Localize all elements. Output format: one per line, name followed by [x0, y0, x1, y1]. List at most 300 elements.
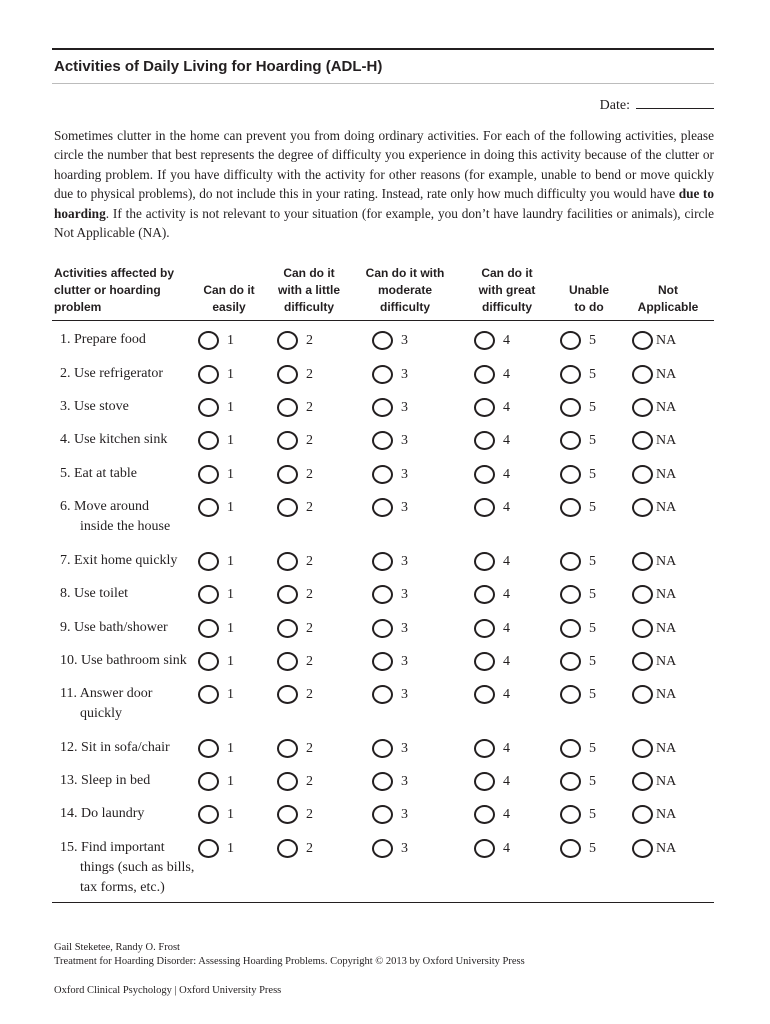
circle-icon[interactable]	[277, 585, 298, 604]
circle-icon[interactable]	[198, 398, 219, 417]
rating-option[interactable]	[632, 365, 676, 384]
rating-option[interactable]	[372, 498, 408, 517]
rating-value: 4	[503, 399, 510, 415]
circle-icon[interactable]	[474, 431, 495, 450]
rating-value: NA	[656, 840, 677, 856]
header-line: difficulty	[284, 300, 334, 314]
rating-option[interactable]	[560, 365, 596, 384]
header-activity-line: clutter or hoarding	[54, 283, 161, 297]
activity-number: 3.	[60, 399, 71, 414]
activity-number: 12.	[60, 740, 78, 755]
circle-icon[interactable]	[198, 805, 219, 824]
circle-icon[interactable]	[632, 772, 653, 791]
activity-text: Use refrigerator	[74, 366, 164, 381]
rating-option[interactable]	[198, 619, 234, 638]
rating-option[interactable]	[560, 772, 596, 791]
rating-option[interactable]	[198, 652, 234, 671]
top-rule	[52, 48, 714, 50]
rating-value: NA	[656, 332, 677, 348]
circle-icon[interactable]	[632, 739, 653, 758]
rating-option[interactable]	[277, 552, 313, 571]
rating-value: 3	[401, 806, 408, 822]
circle-icon[interactable]	[277, 465, 298, 484]
rating-option[interactable]	[474, 552, 510, 571]
activity-number: 1.	[60, 332, 71, 347]
header-rule	[52, 320, 714, 321]
rating-option[interactable]	[198, 465, 234, 484]
rating-option[interactable]	[372, 365, 408, 384]
rating-option[interactable]	[560, 398, 596, 417]
circle-icon[interactable]	[372, 331, 393, 350]
rating-value: 4	[503, 586, 510, 602]
header-line: difficulty	[482, 300, 532, 314]
circle-icon[interactable]	[277, 805, 298, 824]
rating-value: 1	[227, 432, 234, 448]
circle-icon[interactable]	[560, 772, 581, 791]
rating-option[interactable]	[632, 552, 676, 571]
rating-option[interactable]	[632, 652, 676, 671]
rating-option[interactable]	[474, 585, 510, 604]
rating-option[interactable]	[560, 431, 596, 450]
rating-value: 2	[306, 399, 313, 415]
rating-value: 3	[401, 466, 408, 482]
activity-label	[60, 771, 150, 791]
header-line: Applicable	[637, 300, 699, 314]
rating-option[interactable]	[632, 619, 676, 638]
rating-option[interactable]	[632, 431, 676, 450]
rating-value: 1	[227, 499, 234, 515]
circle-icon[interactable]	[560, 839, 581, 858]
instructions-part1: Sometimes clutter in the home can prevent you from doing ordinary activities. For each of the following activities, please circle the number that best represents the degree of difficulty you experience in doing this activity because of the clutter or hoarding problem. If you have difficulty with the activity for other reasons (for example, unable to bend or move quickly due to physical problems), do not include this in your rating. Instead, rate only how much difficulty you would have	[54, 128, 714, 202]
rating-option[interactable]	[560, 685, 596, 704]
rating-value: 4	[503, 840, 510, 856]
activity-label	[60, 804, 144, 824]
rating-option[interactable]	[198, 331, 234, 350]
rating-option[interactable]	[198, 805, 234, 824]
circle-icon[interactable]	[474, 739, 495, 758]
circle-icon[interactable]	[372, 685, 393, 704]
rating-value: 5	[589, 466, 596, 482]
circle-icon[interactable]	[560, 739, 581, 758]
circle-icon[interactable]	[198, 619, 219, 638]
circle-icon[interactable]	[277, 772, 298, 791]
circle-icon[interactable]	[632, 585, 653, 604]
rating-option[interactable]	[277, 652, 313, 671]
circle-icon[interactable]	[277, 498, 298, 517]
circle-icon[interactable]	[560, 652, 581, 671]
activity-label	[60, 364, 163, 384]
circle-icon[interactable]	[560, 685, 581, 704]
rating-value: 2	[306, 366, 313, 382]
rating-value: 2	[306, 740, 313, 756]
circle-icon[interactable]	[632, 365, 653, 384]
rating-option[interactable]	[474, 365, 510, 384]
circle-icon[interactable]	[277, 652, 298, 671]
rating-value: 1	[227, 332, 234, 348]
rating-value: 2	[306, 332, 313, 348]
rating-value: 5	[589, 553, 596, 569]
activity-label	[60, 618, 168, 638]
rating-option[interactable]	[632, 805, 676, 824]
activity-label	[60, 430, 167, 450]
activity-text: inside the house	[80, 519, 171, 534]
rating-option[interactable]	[277, 365, 313, 384]
rating-option[interactable]	[560, 465, 596, 484]
circle-icon[interactable]	[372, 431, 393, 450]
rating-value: 3	[401, 399, 408, 415]
rating-option[interactable]	[277, 839, 313, 858]
circle-icon[interactable]	[198, 498, 219, 517]
circle-icon[interactable]	[560, 365, 581, 384]
circle-icon[interactable]	[474, 331, 495, 350]
rating-option[interactable]	[198, 585, 234, 604]
rating-option[interactable]	[372, 431, 408, 450]
circle-icon[interactable]	[474, 772, 495, 791]
header-line: with great	[478, 283, 536, 297]
rating-option[interactable]	[560, 585, 596, 604]
header-line: Not	[658, 283, 678, 297]
rating-option[interactable]	[372, 552, 408, 571]
circle-icon[interactable]	[372, 398, 393, 417]
rating-option[interactable]	[560, 552, 596, 571]
rating-value: 3	[401, 366, 408, 382]
circle-icon[interactable]	[632, 331, 653, 350]
rating-value: 4	[503, 553, 510, 569]
rating-option[interactable]	[372, 805, 408, 824]
rating-option[interactable]	[474, 398, 510, 417]
activity-label	[60, 584, 128, 604]
circle-icon[interactable]	[474, 619, 495, 638]
bottom-rule	[52, 902, 714, 903]
activity-text: Move around	[74, 499, 150, 514]
rating-option[interactable]	[372, 652, 408, 671]
rating-option[interactable]	[474, 772, 510, 791]
rating-value: 5	[589, 806, 596, 822]
circle-icon[interactable]	[198, 365, 219, 384]
rating-option[interactable]	[198, 552, 234, 571]
circle-icon[interactable]	[372, 739, 393, 758]
circle-icon[interactable]	[632, 619, 653, 638]
rating-value: 5	[589, 366, 596, 382]
circle-icon[interactable]	[198, 552, 219, 571]
circle-icon[interactable]	[474, 652, 495, 671]
circle-icon[interactable]	[632, 685, 653, 704]
rating-option[interactable]	[560, 805, 596, 824]
rating-option[interactable]	[560, 739, 596, 758]
rating-option[interactable]	[474, 739, 510, 758]
rating-value: 4	[503, 806, 510, 822]
date-field	[600, 97, 714, 114]
rating-value: 1	[227, 466, 234, 482]
rating-value: 5	[589, 499, 596, 515]
rating-option[interactable]	[277, 739, 313, 758]
circle-icon[interactable]	[198, 685, 219, 704]
rating-value: 4	[503, 332, 510, 348]
activity-text: Prepare food	[74, 332, 146, 347]
circle-icon[interactable]	[560, 552, 581, 571]
activity-label	[60, 330, 146, 350]
circle-icon[interactable]	[277, 431, 298, 450]
circle-icon[interactable]	[198, 652, 219, 671]
circle-icon[interactable]	[560, 585, 581, 604]
activity-text: Do laundry	[81, 806, 145, 821]
instructions	[54, 126, 714, 242]
activity-label	[60, 464, 137, 484]
rating-option[interactable]	[372, 772, 408, 791]
circle-icon[interactable]	[474, 685, 495, 704]
rating-value: 5	[589, 686, 596, 702]
rating-option[interactable]	[474, 331, 510, 350]
activity-text: Sit in sofa/chair	[81, 740, 170, 755]
rating-option[interactable]	[372, 331, 408, 350]
circle-icon[interactable]	[474, 398, 495, 417]
circle-icon[interactable]	[474, 805, 495, 824]
activity-text: Exit home quickly	[74, 553, 178, 568]
circle-icon[interactable]	[198, 585, 219, 604]
circle-icon[interactable]	[372, 552, 393, 571]
circle-icon[interactable]	[372, 805, 393, 824]
circle-icon[interactable]	[474, 365, 495, 384]
rating-value: 1	[227, 686, 234, 702]
rating-value: 4	[503, 686, 510, 702]
circle-icon[interactable]	[474, 498, 495, 517]
circle-icon[interactable]	[277, 552, 298, 571]
footer-series: Oxford Clinical Psychology | Oxford University Press	[54, 985, 282, 996]
rating-option[interactable]	[474, 652, 510, 671]
rating-value: 1	[227, 773, 234, 789]
rating-option[interactable]	[560, 652, 596, 671]
circle-icon[interactable]	[632, 465, 653, 484]
rating-option[interactable]	[632, 331, 676, 350]
circle-icon[interactable]	[632, 498, 653, 517]
rating-option[interactable]	[474, 619, 510, 638]
page-title: Activities of Daily Living for Hoarding (ADL-H)	[54, 58, 383, 75]
rating-option[interactable]	[198, 498, 234, 517]
rating-option[interactable]	[277, 465, 313, 484]
rating-option[interactable]	[372, 839, 408, 858]
rating-option[interactable]	[560, 498, 596, 517]
rating-option[interactable]	[372, 739, 408, 758]
rating-value: 3	[401, 432, 408, 448]
rating-option[interactable]	[474, 839, 510, 858]
header-moderate-difficulty	[358, 265, 452, 316]
activity-number: 8.	[60, 586, 71, 601]
rating-option[interactable]	[372, 585, 408, 604]
rating-option[interactable]	[277, 398, 313, 417]
rating-value: 2	[306, 586, 313, 602]
rating-option[interactable]	[277, 805, 313, 824]
rating-value: NA	[656, 740, 677, 756]
rating-value: 1	[227, 586, 234, 602]
activity-label	[60, 838, 194, 898]
rating-value: 5	[589, 332, 596, 348]
rating-option[interactable]	[632, 739, 676, 758]
rating-option[interactable]	[277, 498, 313, 517]
circle-icon[interactable]	[474, 585, 495, 604]
circle-icon[interactable]	[198, 431, 219, 450]
header-easily	[196, 282, 262, 316]
rating-value: NA	[656, 499, 677, 515]
circle-icon[interactable]	[277, 619, 298, 638]
circle-icon[interactable]	[198, 465, 219, 484]
activity-label	[60, 651, 187, 671]
rating-option[interactable]	[198, 685, 234, 704]
activity-label	[60, 684, 152, 724]
rating-value: 2	[306, 553, 313, 569]
circle-icon[interactable]	[632, 805, 653, 824]
circle-icon[interactable]	[560, 465, 581, 484]
circle-icon[interactable]	[474, 552, 495, 571]
circle-icon[interactable]	[474, 465, 495, 484]
rating-value: NA	[656, 686, 677, 702]
circle-icon[interactable]	[632, 398, 653, 417]
circle-icon[interactable]	[560, 398, 581, 417]
rating-option[interactable]	[560, 619, 596, 638]
activity-number: 2.	[60, 366, 71, 381]
header-line: Unable	[568, 283, 609, 297]
rating-value: 3	[401, 586, 408, 602]
circle-icon[interactable]	[198, 839, 219, 858]
activity-text: Use bath/shower	[74, 620, 168, 635]
rating-option[interactable]	[632, 398, 676, 417]
circle-icon[interactable]	[632, 652, 653, 671]
rating-option[interactable]	[277, 685, 313, 704]
rating-value: NA	[656, 806, 677, 822]
activity-text: Use toilet	[74, 586, 129, 601]
circle-icon[interactable]	[277, 365, 298, 384]
circle-icon[interactable]	[372, 772, 393, 791]
rating-value: 3	[401, 686, 408, 702]
circle-icon[interactable]	[372, 839, 393, 858]
rating-option[interactable]	[560, 331, 596, 350]
activity-number: 6.	[60, 499, 71, 514]
rating-option[interactable]	[277, 431, 313, 450]
rating-value: 2	[306, 432, 313, 448]
rating-value: 5	[589, 740, 596, 756]
rating-option[interactable]	[474, 805, 510, 824]
rating-option[interactable]	[632, 585, 676, 604]
rating-option[interactable]	[198, 365, 234, 384]
rating-option[interactable]	[632, 465, 676, 484]
instructions-part2: . If the activity is not relevant to your situation (for example, you don’t have laundry facilities or animals), circle Not Applicable (NA).	[54, 205, 714, 241]
rating-value: 3	[401, 553, 408, 569]
circle-icon[interactable]	[372, 585, 393, 604]
rating-option[interactable]	[198, 431, 234, 450]
rating-option[interactable]	[372, 685, 408, 704]
circle-icon[interactable]	[198, 331, 219, 350]
header-unable	[556, 282, 622, 316]
rating-option[interactable]	[474, 431, 510, 450]
rating-option[interactable]	[277, 331, 313, 350]
rating-value: 3	[401, 840, 408, 856]
circle-icon[interactable]	[372, 365, 393, 384]
activity-number: 14.	[60, 806, 78, 821]
rating-option[interactable]	[372, 398, 408, 417]
circle-icon[interactable]	[372, 465, 393, 484]
circle-icon[interactable]	[372, 652, 393, 671]
activity-number: 5.	[60, 466, 71, 481]
activity-text: tax forms, etc.)	[80, 880, 165, 895]
rating-option[interactable]	[474, 685, 510, 704]
activity-text: Answer door	[79, 686, 153, 701]
rating-value: 4	[503, 740, 510, 756]
rating-option[interactable]	[560, 839, 596, 858]
rating-value: 2	[306, 773, 313, 789]
header-line: moderate	[377, 283, 433, 297]
circle-icon[interactable]	[632, 431, 653, 450]
rating-value: NA	[656, 553, 677, 569]
rating-option[interactable]	[474, 498, 510, 517]
activity-text: things (such as bills,	[80, 860, 195, 875]
rating-option[interactable]	[198, 398, 234, 417]
circle-icon[interactable]	[560, 331, 581, 350]
header-little-difficulty	[266, 265, 352, 316]
circle-icon[interactable]	[198, 772, 219, 791]
circle-icon[interactable]	[560, 431, 581, 450]
activity-label	[60, 497, 170, 537]
circle-icon[interactable]	[277, 739, 298, 758]
circle-icon[interactable]	[372, 619, 393, 638]
activity-number: 15.	[60, 840, 78, 855]
circle-icon[interactable]	[632, 839, 653, 858]
circle-icon[interactable]	[372, 498, 393, 517]
rating-value: 5	[589, 432, 596, 448]
circle-icon[interactable]	[277, 839, 298, 858]
instructions-emphasis: due to hoarding	[54, 186, 715, 221]
rating-value: 5	[589, 586, 596, 602]
activity-text: quickly	[80, 706, 122, 721]
rating-value: 2	[306, 840, 313, 856]
rating-value: NA	[656, 366, 677, 382]
rating-value: 4	[503, 653, 510, 669]
rating-value: 5	[589, 620, 596, 636]
circle-icon[interactable]	[632, 552, 653, 571]
circle-icon[interactable]	[560, 619, 581, 638]
rating-option[interactable]	[372, 465, 408, 484]
rating-option[interactable]	[277, 772, 313, 791]
title-rule	[52, 83, 714, 84]
rating-option[interactable]	[632, 839, 676, 858]
rating-value: 2	[306, 466, 313, 482]
circle-icon[interactable]	[560, 805, 581, 824]
rating-value: NA	[656, 653, 677, 669]
rating-value: 4	[503, 432, 510, 448]
rating-option[interactable]	[632, 498, 676, 517]
rating-option[interactable]	[198, 839, 234, 858]
rating-option[interactable]	[474, 465, 510, 484]
circle-icon[interactable]	[277, 685, 298, 704]
circle-icon[interactable]	[277, 331, 298, 350]
circle-icon[interactable]	[474, 839, 495, 858]
rating-option[interactable]	[277, 585, 313, 604]
circle-icon[interactable]	[198, 739, 219, 758]
circle-icon[interactable]	[277, 398, 298, 417]
rating-value: 1	[227, 740, 234, 756]
rating-option[interactable]	[632, 772, 676, 791]
rating-value: 1	[227, 653, 234, 669]
circle-icon[interactable]	[560, 498, 581, 517]
footer-book: Treatment for Hoarding Disorder: Assessing Hoarding Problems. Copyright © 2013 by Oxford University Press	[54, 956, 525, 967]
rating-option[interactable]	[198, 739, 234, 758]
activity-label	[60, 551, 177, 571]
date-blank[interactable]	[636, 97, 714, 109]
rating-option[interactable]	[372, 619, 408, 638]
rating-option[interactable]	[277, 619, 313, 638]
rating-option[interactable]	[198, 772, 234, 791]
rating-value: 2	[306, 653, 313, 669]
rating-value: 1	[227, 553, 234, 569]
rating-option[interactable]	[632, 685, 676, 704]
